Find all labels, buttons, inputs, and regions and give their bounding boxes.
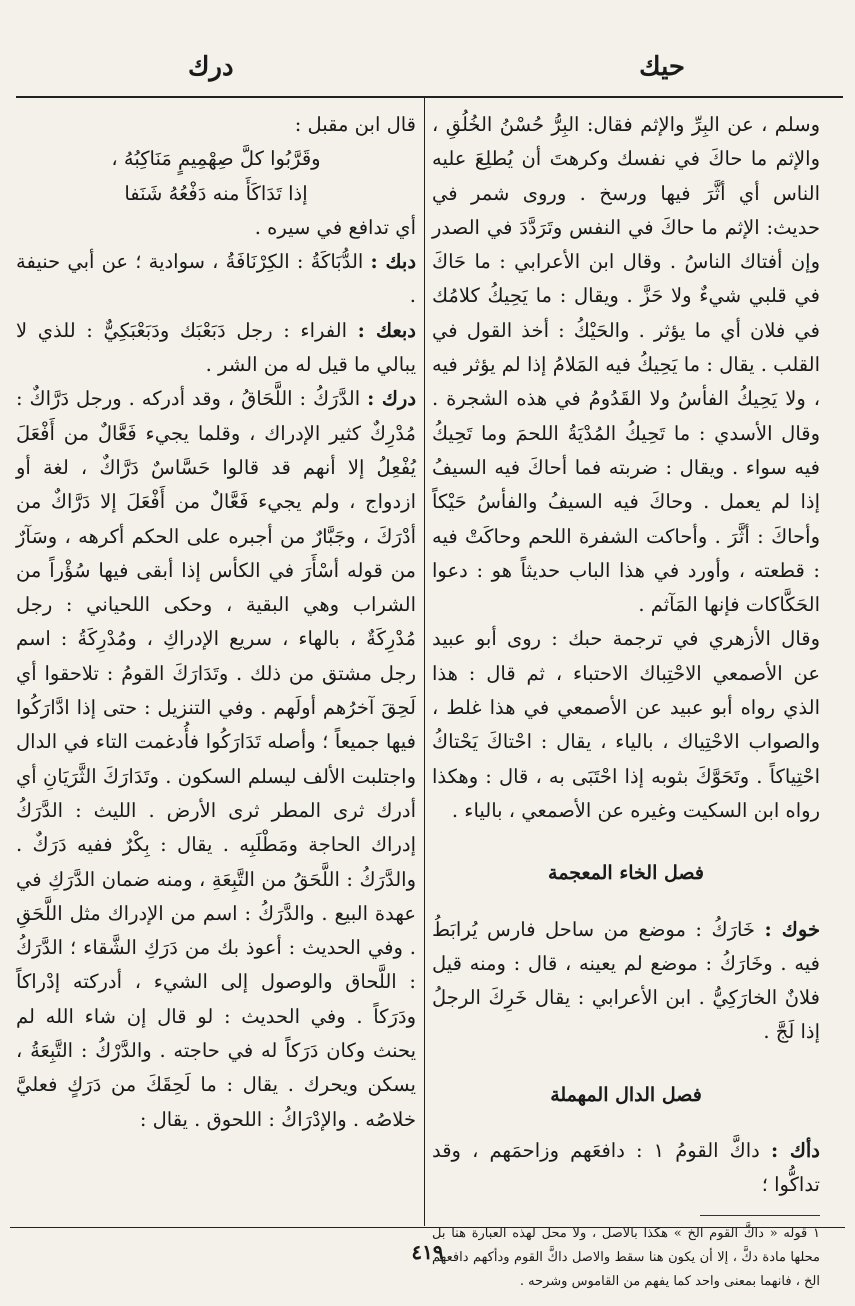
headword-khawk: خوك : (764, 917, 820, 941)
headword-dbak: دبعك : (357, 318, 416, 342)
footnote: ١ قوله « داكَّ القوم الخ » هكذا بالاصل ، ولا محل لهذه العبارة هنا بل محلها مادة دكَّ ، إلا أن يكون هنا سقط والاصل داكَّ القوم ودأكهم دافعهم الخ ، فانهما بمعنى واحد كما يفهم من القاموس وشرحه . (432, 1225, 820, 1289)
entry-dbak-text: الفراء : رجل دَبَعْبَك ودَبَعْبَكِيٌّ : للذي لا يبالي ما قيل له من الشر . (16, 318, 416, 377)
intro-line: قال ابن مقبل : (294, 113, 416, 136)
header-left-title: درك (188, 52, 234, 82)
entry-dak-text: داكَّ القومُ ١ : دافعَهم وزاحمَهم ، وقد تداكُّوا ؛ (432, 1139, 820, 1197)
section-title-kha: فصل الخاء المعجمة (548, 862, 704, 885)
verse-line-1: وقَرَّبُوا كلَّ صِهْمِيمٍ مَنَاكِبُهُ ، (111, 147, 321, 171)
headword-dbk: دبك : (370, 250, 417, 274)
right-column (432, 108, 820, 1294)
section-title-dal: فصل الدال المهملة (550, 1083, 702, 1106)
footnote-rule (700, 1215, 820, 1216)
header-right-title: حيك (639, 52, 685, 82)
left-column (16, 108, 416, 1137)
entry-khawk-text: خَارَكُ : موضع من ساحل فارس يُرابَطُ فيه . وخَارَكُ : موضع لم يعينه ، قال : ومنه قيل فلانٌ الخارَكِيُّ . ابن الأعرابي : يقال خَرِكَ الرجلُ إذا لَجَّ . (432, 917, 820, 1044)
entry-dbk (16, 245, 416, 314)
verse-line-2: إذا تَدَاكَأَ منه دَفْعُهُ شَنَفا (124, 181, 308, 205)
header-rule (16, 96, 843, 98)
headword-drk: درك : (367, 387, 416, 411)
entry-dbk-text: الدُّبَاكَةُ : الكِرْنَافَةُ ، سوادية ؛ عن أبي حنيفة . (16, 250, 416, 308)
entry-dak (432, 1134, 820, 1203)
entry-drk-text: الدَّرَكُ : اللَّحَاقُ ، وقد أدركه . ورجل دَرَّاكٌ : مُدْرِكٌ كثير الإدراك ، وقلما يجيء فَعَّالٌ من أَفْعَلَ يُفْعِلُ إلا أنهم قد قالوا حَسَّاسٌ دَرَّاكٌ ، لغة أو ازدواج ، ولم يجيء فَعَّالٌ من أَفْعَلَ إلا دَرَّاكٌ من أدْرَكَ ، وجَبَّارٌ من أجبره على الحكم أكرهه ، وسَآرٌ من قوله أسْأَرَ في الكأس إذا أبقى فيها سُؤْراً من الشراب وهي البقية ، وحكى اللحياني : رجل مُدْرِكَةٌ ، بالهاء ، سريع الإدراكِ ، ومُدْرِكَةُ : اسم رجل مشتق من ذلك . وتَدَارَكَ القومُ : تلاحقوا أي لَحِقَ آخرُهم أولَهم . وفي التنزيل : حتى إذا ادَّارَكُوا فيها جميعاً ؛ وأصله تَدَارَكُوا فأُدغمت التاء في الدال واجتلبت الألف ليسلم السكون . وتَدَارَكَ الثَّرَيَانِ أي أدرك ثرى المطر ثرى الأرض . الليث : الدَّرَكُ إدراك الحاجة ومَطْلَبِه . يقال : بِكْرٌ ففيه دَرَكٌ . والدَّرَكُ : اللَّحَقُ من التَّبِعَةِ ، ومنه ضمان الدَّرَكِ في عهدة البيع . والدَّرَكُ : اسم من الإدراك مثل اللَّحَقِ . وفي الحديث : أعوذ بك من دَرَكِ الشَّقاء ؛ الدَّرَكُ : اللَّحاق والوصول إلى الشيء ، أدركته إدْراكاً ودَرَكاً . وفي الحديث : لو قال إن شاء الله لم يحنث وكان دَرَكاً له في حاجته . والدَّرْكُ : التَّبِعَةُ ، يسكن ويحرك . يقال : ما لَحِقَكَ من دَرَكٍ فعليَّ خلاصُه . والإدْرَاكُ : اللحوق . يقال : (16, 387, 416, 1131)
entry-drk (16, 382, 416, 1137)
after-verse: أي تدافع في سيره . (254, 215, 416, 239)
footer-rule (10, 1227, 845, 1228)
column-divider (424, 98, 425, 1226)
headword-dak: دأك : (770, 1139, 820, 1163)
entry-khawk (432, 913, 820, 1050)
paragraph-hayk-continued: وسلم ، عن البِرِّ والإثم فقال: البِرُّ حُسْنُ الخُلُقِ ، والإثم ما حاكَ في نفسك وكرهتَ أن يُطلِعَ عليه الناس أي أثَّرَ فيها ورسخ . وروى شمر في حديث: الإثم ما حاكَ في النفس وتَرَدَّدَ في الصدر وإن أفتاك الناسُ . وقال ابن الأعرابي : ما حَاكَ في قلبي شيءٌ ولا حَزَّ . ويقال : ما يَحِيكُ كلامُك في فلان أي ما يؤثر . والحَيْكُ : أخذ القول في القلب . يقال : ما يَحِيكُ فيه المَلامُ إذا لم يؤثر فيه ، ولا يَحِيكُ الفأسُ ولا القَدُومُ في هذه الشجرة . وقال الأسدي : ما تَحِيكُ المُدْيَةُ اللحمَ وما تَحِيكُ فيه سواء . ويقال : ضربته فما أحاكَ فيه السيفُ إذا لم يعمل . وحاكَ فيه السيفُ والفأسُ حَيْكاً وأحاكَ : أثَّرَ . وأحاكت الشفرة اللحم وحاكَتْ فيه : قطعته ، وأورد في هذا الباب حديثاً هو : دعوا الحَكَّاكات فإنها المَآثم . (432, 113, 820, 617)
paragraph-azhari: وقال الأزهري في ترجمة حبك : روى أبو عبيد عن الأصمعي الاحْتِباك الاحتباء ، ثم قال : هذا الذي رواه أبو عبيد عن الأصمعي في هذا غلط ، والصواب الاحْتِياك ، بالياء ، يقال : احْتاكَ يَحْتاكُ احْتِياكاً . وتَحَوَّكَ بثوبه إذا احْتَبَى به ، قال : وهكذا رواه ابن السكيت وغيره عن الأصمعي ، بالياء . (432, 627, 820, 822)
page-number: ٤١٩ (411, 1240, 444, 1264)
entry-dbak (16, 314, 416, 383)
